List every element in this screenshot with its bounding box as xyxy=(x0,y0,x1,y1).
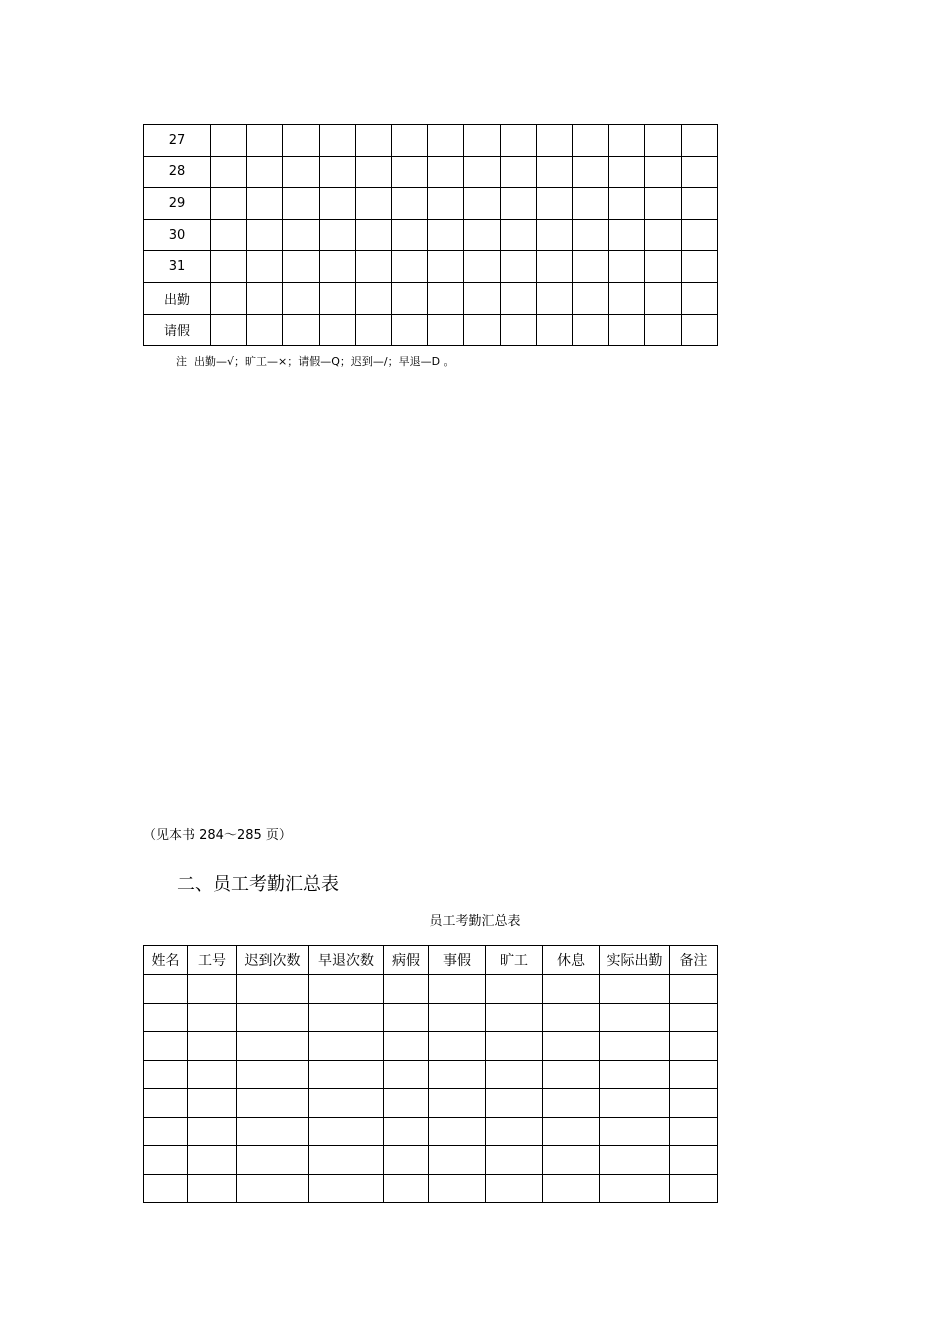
summary-cell[interactable] xyxy=(543,1117,600,1146)
attendance-cell[interactable] xyxy=(681,219,717,251)
summary-header-row xyxy=(144,946,718,975)
attendance-cell[interactable] xyxy=(500,314,536,346)
attendance-cell[interactable] xyxy=(319,251,355,283)
attendance-cell[interactable] xyxy=(319,188,355,220)
summary-cell[interactable] xyxy=(429,1032,486,1061)
attendance-cell[interactable] xyxy=(609,282,645,314)
attendance-cell[interactable] xyxy=(645,219,681,251)
summary-cell[interactable] xyxy=(670,1003,718,1032)
summary-cell[interactable] xyxy=(384,975,429,1004)
attendance-cell[interactable] xyxy=(500,125,536,157)
summary-cell[interactable] xyxy=(486,1174,543,1203)
summary-row xyxy=(144,1146,718,1175)
attendance-cell[interactable] xyxy=(319,156,355,188)
summary-table xyxy=(143,945,718,1203)
attendance-cell[interactable] xyxy=(428,219,464,251)
attendance-cell[interactable] xyxy=(681,282,717,314)
summary-column-header: 备注 xyxy=(670,946,718,975)
summary-cell[interactable] xyxy=(429,1117,486,1146)
attendance-cell[interactable] xyxy=(464,282,500,314)
summary-cell[interactable] xyxy=(429,1089,486,1118)
attendance-cell[interactable] xyxy=(573,314,609,346)
summary-cell[interactable] xyxy=(309,1003,384,1032)
attendance-cell[interactable] xyxy=(319,282,355,314)
summary-cell[interactable] xyxy=(543,1089,600,1118)
attendance-cell[interactable] xyxy=(283,282,319,314)
attendance-cell[interactable] xyxy=(283,251,319,283)
attendance-cell[interactable] xyxy=(645,251,681,283)
summary-cell[interactable] xyxy=(486,1032,543,1061)
attendance-cell[interactable] xyxy=(247,251,283,283)
summary-cell[interactable] xyxy=(144,1174,188,1203)
summary-cell[interactable] xyxy=(670,1032,718,1061)
summary-cell[interactable] xyxy=(309,1089,384,1118)
attendance-row xyxy=(144,251,718,283)
summary-cell[interactable] xyxy=(144,1089,188,1118)
attendance-cell[interactable] xyxy=(428,314,464,346)
summary-column-header: 早退次数 xyxy=(309,946,384,975)
attendance-cell[interactable] xyxy=(536,314,572,346)
summary-cell[interactable] xyxy=(188,1174,237,1203)
attendance-cell[interactable] xyxy=(681,125,717,157)
summary-cell[interactable] xyxy=(486,1117,543,1146)
summary-cell[interactable] xyxy=(600,1060,670,1089)
attendance-row xyxy=(144,282,718,314)
summary-cell[interactable] xyxy=(188,1089,237,1118)
attendance-cell[interactable] xyxy=(500,219,536,251)
attendance-cell[interactable] xyxy=(211,251,247,283)
summary-cell[interactable] xyxy=(486,975,543,1004)
attendance-cell[interactable] xyxy=(392,282,428,314)
attendance-cell[interactable] xyxy=(500,251,536,283)
summary-cell[interactable] xyxy=(543,975,600,1004)
attendance-row xyxy=(144,188,718,220)
summary-cell[interactable] xyxy=(144,1146,188,1175)
summary-cell[interactable] xyxy=(237,1146,309,1175)
attendance-cell[interactable] xyxy=(247,188,283,220)
summary-cell[interactable] xyxy=(237,1174,309,1203)
summary-column-header: 工号 xyxy=(188,946,237,975)
legend-note: 注 出勤—√；旷工—×；请假—Q；迟到—/；早退—D 。 xyxy=(176,355,455,368)
summary-column-header: 休息 xyxy=(543,946,600,975)
attendance-cell[interactable] xyxy=(500,188,536,220)
summary-column-header: 实际出勤 xyxy=(600,946,670,975)
summary-cell[interactable] xyxy=(237,975,309,1004)
summary-cell[interactable] xyxy=(188,975,237,1004)
attendance-cell[interactable] xyxy=(681,156,717,188)
attendance-cell[interactable] xyxy=(211,282,247,314)
attendance-cell[interactable] xyxy=(464,156,500,188)
summary-cell[interactable] xyxy=(600,1003,670,1032)
summary-cell[interactable] xyxy=(144,975,188,1004)
attendance-cell[interactable] xyxy=(283,188,319,220)
summary-cell[interactable] xyxy=(600,1089,670,1118)
attendance-cell[interactable] xyxy=(247,219,283,251)
summary-column-header: 迟到次数 xyxy=(237,946,309,975)
attendance-cell[interactable] xyxy=(681,314,717,346)
summary-cell[interactable] xyxy=(600,1032,670,1061)
summary-row xyxy=(144,1060,718,1089)
summary-cell[interactable] xyxy=(543,1146,600,1175)
attendance-cell[interactable] xyxy=(573,188,609,220)
attendance-cell[interactable] xyxy=(573,156,609,188)
summary-cell[interactable] xyxy=(188,1003,237,1032)
attendance-row-label: 30 xyxy=(144,219,211,251)
attendance-cell[interactable] xyxy=(428,251,464,283)
attendance-grid-body xyxy=(144,125,718,346)
attendance-row-label: 27 xyxy=(144,125,211,157)
attendance-cell[interactable] xyxy=(609,156,645,188)
attendance-cell[interactable] xyxy=(536,219,572,251)
summary-cell[interactable] xyxy=(237,1003,309,1032)
summary-cell[interactable] xyxy=(486,1060,543,1089)
summary-cell[interactable] xyxy=(144,1003,188,1032)
attendance-cell[interactable] xyxy=(211,188,247,220)
summary-cell[interactable] xyxy=(144,1032,188,1061)
attendance-grid xyxy=(143,124,718,346)
summary-cell[interactable] xyxy=(429,1174,486,1203)
attendance-row-label: 出勤 xyxy=(144,282,211,314)
attendance-cell[interactable] xyxy=(392,156,428,188)
attendance-cell[interactable] xyxy=(645,125,681,157)
page-reference: （见本书 284～285 页） xyxy=(143,828,292,843)
summary-cell[interactable] xyxy=(543,1060,600,1089)
summary-cell[interactable] xyxy=(188,1117,237,1146)
summary-cell[interactable] xyxy=(543,1174,600,1203)
summary-cell[interactable] xyxy=(429,1146,486,1175)
attendance-row-label: 28 xyxy=(144,156,211,188)
attendance-cell[interactable] xyxy=(464,188,500,220)
attendance-cell[interactable] xyxy=(609,125,645,157)
attendance-cell[interactable] xyxy=(247,282,283,314)
attendance-cell[interactable] xyxy=(355,314,391,346)
summary-cell[interactable] xyxy=(309,1174,384,1203)
attendance-cell[interactable] xyxy=(500,156,536,188)
summary-cell[interactable] xyxy=(670,1174,718,1203)
summary-cell[interactable] xyxy=(486,1003,543,1032)
attendance-cell[interactable] xyxy=(681,188,717,220)
summary-row xyxy=(144,1003,718,1032)
attendance-cell[interactable] xyxy=(428,188,464,220)
summary-cell[interactable] xyxy=(237,1117,309,1146)
attendance-cell[interactable] xyxy=(283,156,319,188)
attendance-cell[interactable] xyxy=(247,314,283,346)
summary-cell[interactable] xyxy=(384,1117,429,1146)
attendance-cell[interactable] xyxy=(645,156,681,188)
section-heading: 二、员工考勤汇总表 xyxy=(177,874,339,895)
summary-table-title: 员工考勤汇总表 xyxy=(429,914,521,929)
summary-row xyxy=(144,1032,718,1061)
attendance-cell[interactable] xyxy=(319,219,355,251)
summary-cell[interactable] xyxy=(188,1032,237,1061)
summary-cell[interactable] xyxy=(429,1060,486,1089)
summary-cell[interactable] xyxy=(309,1117,384,1146)
attendance-cell[interactable] xyxy=(355,188,391,220)
attendance-cell[interactable] xyxy=(319,314,355,346)
attendance-cell[interactable] xyxy=(392,125,428,157)
summary-cell[interactable] xyxy=(543,1032,600,1061)
attendance-cell[interactable] xyxy=(609,251,645,283)
attendance-cell[interactable] xyxy=(392,251,428,283)
summary-cell[interactable] xyxy=(543,1003,600,1032)
attendance-cell[interactable] xyxy=(211,125,247,157)
attendance-cell[interactable] xyxy=(645,188,681,220)
attendance-cell[interactable] xyxy=(645,282,681,314)
summary-cell[interactable] xyxy=(486,1089,543,1118)
summary-cell[interactable] xyxy=(188,1060,237,1089)
attendance-row xyxy=(144,156,718,188)
attendance-cell[interactable] xyxy=(573,282,609,314)
attendance-cell[interactable] xyxy=(464,314,500,346)
summary-cell[interactable] xyxy=(237,1089,309,1118)
attendance-cell[interactable] xyxy=(464,125,500,157)
attendance-cell[interactable] xyxy=(681,251,717,283)
summary-cell[interactable] xyxy=(384,1060,429,1089)
attendance-row xyxy=(144,219,718,251)
attendance-cell[interactable] xyxy=(355,125,391,157)
summary-column-header: 旷工 xyxy=(486,946,543,975)
attendance-cell[interactable] xyxy=(355,282,391,314)
attendance-cell[interactable] xyxy=(392,219,428,251)
summary-cell[interactable] xyxy=(600,1174,670,1203)
attendance-cell[interactable] xyxy=(392,188,428,220)
summary-cell[interactable] xyxy=(384,1146,429,1175)
attendance-cell[interactable] xyxy=(609,314,645,346)
attendance-cell[interactable] xyxy=(211,314,247,346)
summary-table-body xyxy=(144,975,718,1203)
summary-cell[interactable] xyxy=(429,975,486,1004)
attendance-cell[interactable] xyxy=(283,314,319,346)
summary-cell[interactable] xyxy=(188,1146,237,1175)
summary-cell[interactable] xyxy=(309,975,384,1004)
summary-cell[interactable] xyxy=(384,1032,429,1061)
summary-cell[interactable] xyxy=(670,1146,718,1175)
summary-cell[interactable] xyxy=(309,1032,384,1061)
attendance-cell[interactable] xyxy=(464,251,500,283)
attendance-cell[interactable] xyxy=(211,156,247,188)
summary-cell[interactable] xyxy=(670,975,718,1004)
attendance-cell[interactable] xyxy=(536,282,572,314)
summary-row xyxy=(144,975,718,1004)
summary-row xyxy=(144,1117,718,1146)
attendance-cell[interactable] xyxy=(283,219,319,251)
attendance-cell[interactable] xyxy=(428,282,464,314)
attendance-cell[interactable] xyxy=(573,251,609,283)
summary-cell[interactable] xyxy=(309,1146,384,1175)
attendance-cell[interactable] xyxy=(247,156,283,188)
attendance-row-label: 31 xyxy=(144,251,211,283)
summary-cell[interactable] xyxy=(429,1003,486,1032)
attendance-cell[interactable] xyxy=(211,219,247,251)
attendance-cell[interactable] xyxy=(428,125,464,157)
attendance-row xyxy=(144,125,718,157)
attendance-cell[interactable] xyxy=(355,219,391,251)
summary-cell[interactable] xyxy=(384,1174,429,1203)
summary-column-header: 姓名 xyxy=(144,946,188,975)
attendance-cell[interactable] xyxy=(428,156,464,188)
summary-row xyxy=(144,1089,718,1118)
summary-cell[interactable] xyxy=(384,1003,429,1032)
summary-row xyxy=(144,1174,718,1203)
summary-cell[interactable] xyxy=(237,1060,309,1089)
attendance-cell[interactable] xyxy=(355,156,391,188)
attendance-cell[interactable] xyxy=(536,188,572,220)
attendance-cell[interactable] xyxy=(573,125,609,157)
summary-cell[interactable] xyxy=(600,975,670,1004)
attendance-cell[interactable] xyxy=(645,314,681,346)
attendance-cell[interactable] xyxy=(319,125,355,157)
summary-cell[interactable] xyxy=(384,1089,429,1118)
attendance-row-label: 29 xyxy=(144,188,211,220)
summary-cell[interactable] xyxy=(600,1117,670,1146)
summary-cell[interactable] xyxy=(670,1060,718,1089)
summary-cell[interactable] xyxy=(237,1032,309,1061)
attendance-cell[interactable] xyxy=(536,251,572,283)
summary-cell[interactable] xyxy=(309,1060,384,1089)
attendance-cell[interactable] xyxy=(609,188,645,220)
attendance-cell[interactable] xyxy=(355,251,391,283)
summary-column-header: 事假 xyxy=(429,946,486,975)
summary-cell[interactable] xyxy=(670,1089,718,1118)
attendance-row xyxy=(144,314,718,346)
summary-cell[interactable] xyxy=(670,1117,718,1146)
summary-cell[interactable] xyxy=(600,1146,670,1175)
attendance-cell[interactable] xyxy=(536,125,572,157)
attendance-cell[interactable] xyxy=(573,219,609,251)
summary-cell[interactable] xyxy=(144,1117,188,1146)
summary-column-header: 病假 xyxy=(384,946,429,975)
attendance-cell[interactable] xyxy=(283,125,319,157)
attendance-cell[interactable] xyxy=(464,219,500,251)
attendance-cell[interactable] xyxy=(392,314,428,346)
summary-cell[interactable] xyxy=(486,1146,543,1175)
attendance-row-label: 请假 xyxy=(144,314,211,346)
summary-cell[interactable] xyxy=(144,1060,188,1089)
attendance-cell[interactable] xyxy=(609,219,645,251)
attendance-cell[interactable] xyxy=(247,125,283,157)
attendance-cell[interactable] xyxy=(500,282,536,314)
attendance-cell[interactable] xyxy=(536,156,572,188)
